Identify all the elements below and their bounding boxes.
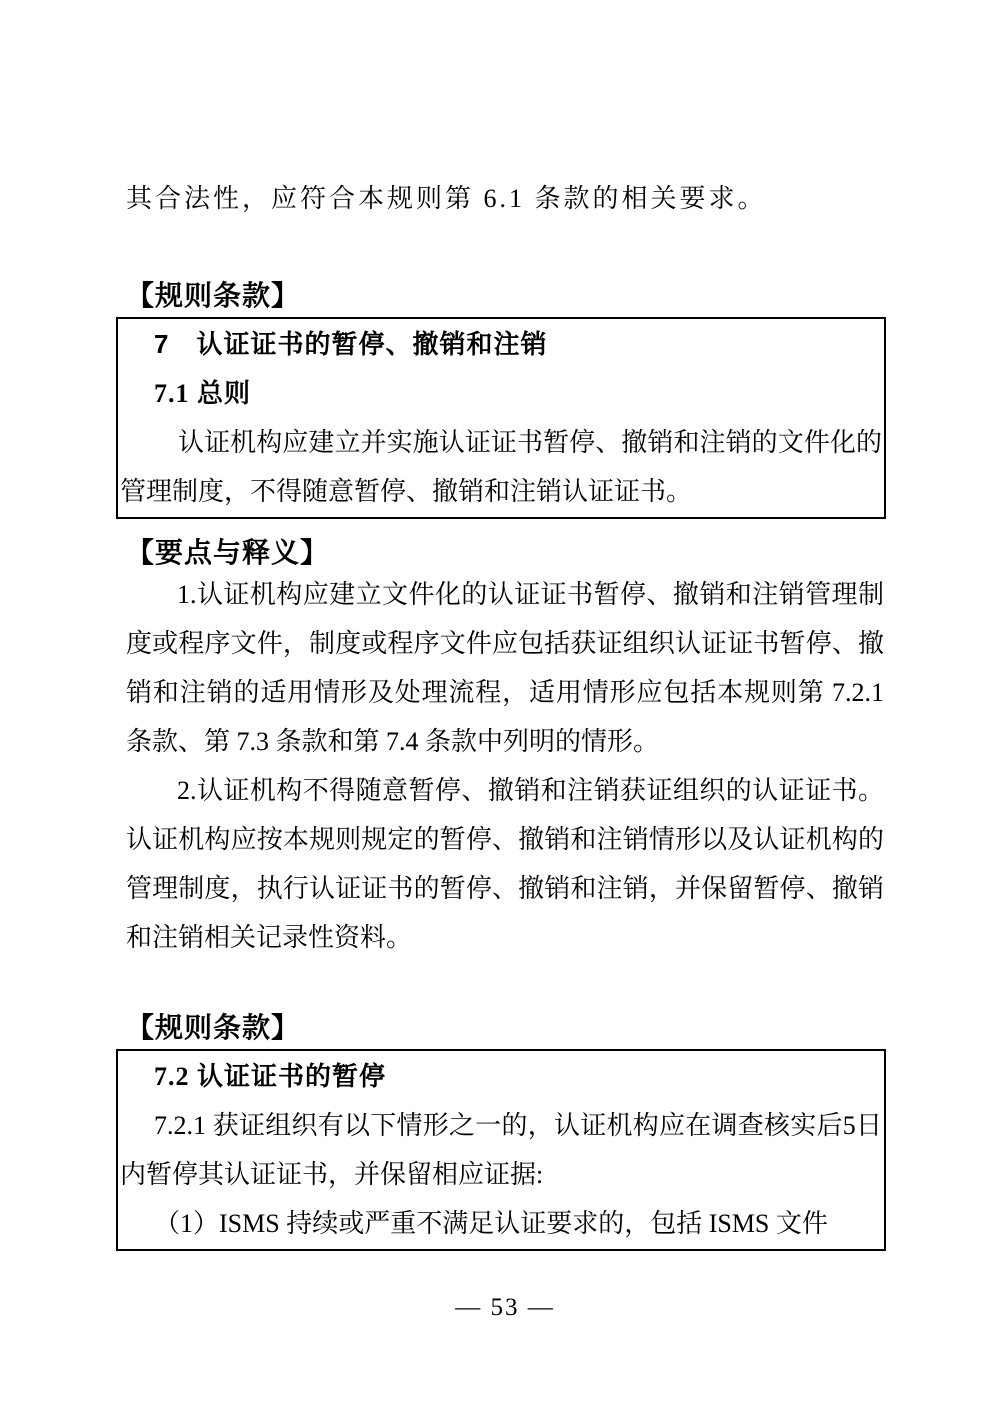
chapter-7-title: 7 认证证书的暂停、撤销和注销	[154, 329, 548, 359]
clause-7-2-1-item-1: （1）ISMS 持续或严重不满足认证要求的，包括 ISMS 文件	[154, 1209, 828, 1238]
intro-continuation-text: 其合法性，应符合本规则第 6.1 条款的相关要求。	[126, 184, 767, 213]
rule-box-chapter-7	[116, 317, 886, 519]
clause-7-1-title: 7.1 总则	[154, 379, 252, 408]
rule-clause-heading-1: 【规则条款】	[126, 280, 301, 311]
clause-7-2-1-text: 7.2.1 获证组织有以下情形之一的，认证机构应在调查核实后5日内暂停其认证证书，并保留相应证据:	[120, 1111, 882, 1189]
rule-box-clause-7-2	[116, 1049, 886, 1251]
interpretation-paragraph-1: 1.认证机构应建立文件化的认证证书暂停、撤销和注销管理制度或程序文件，制度或程序文件应包括获证组织认证证书暂停、撤销和注销的适用情形及处理流程，适用情形应包括本规则第 7.2.1 条款、第 7.3 条款和第 7.4 条款中列明的情形。	[126, 580, 884, 756]
clause-7-2-title: 7.2 认证证书的暂停	[154, 1062, 387, 1091]
rule-clause-heading-2: 【规则条款】	[126, 1012, 301, 1043]
clause-7-1-body: 认证机构应建立并实施认证证书暂停、撤销和注销的文件化的管理制度，不得随意暂停、撤销和注销认证证书。	[120, 428, 882, 506]
interpretation-paragraph-2: 2.认证机构不得随意暂停、撤销和注销获证组织的认证证书。认证机构应按本规则规定的暂停、撤销和注销情形以及认证机构的管理制度，执行认证证书的暂停、撤销和注销，并保留暂停、撤销和注销相关记录性资料。	[126, 776, 884, 952]
page-number: — 53 —	[455, 1294, 555, 1321]
key-points-heading: 【要点与释义】	[126, 537, 330, 568]
